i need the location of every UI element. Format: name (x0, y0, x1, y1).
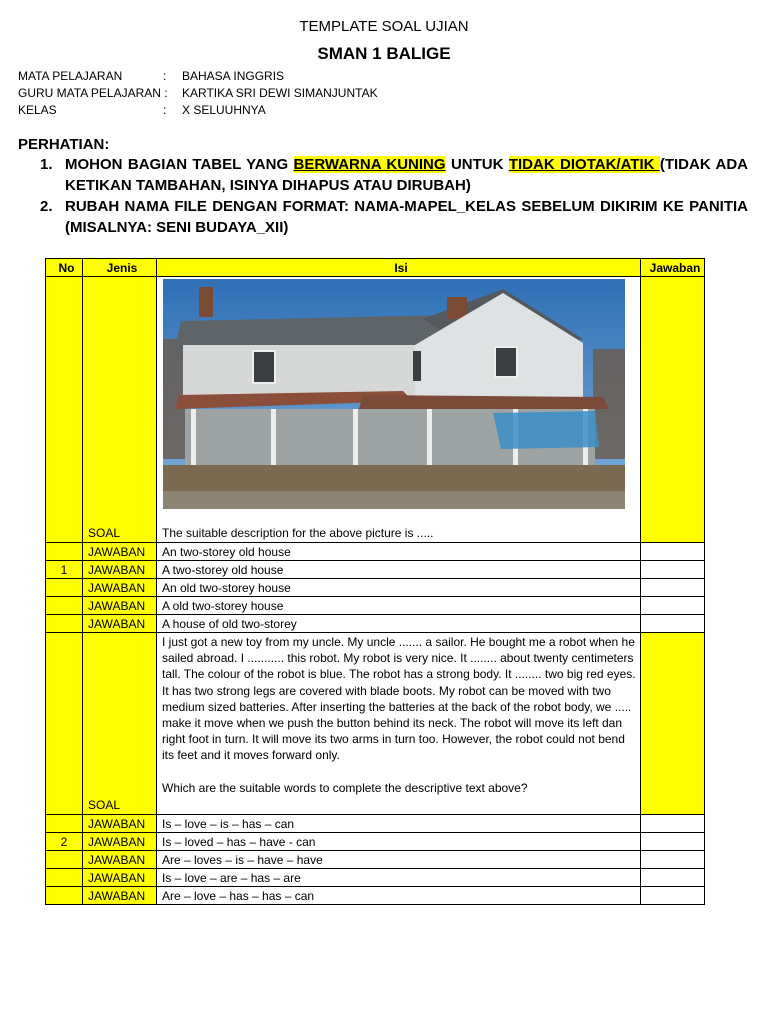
answer-cell[interactable] (641, 597, 705, 615)
soal-label: SOAL (83, 633, 157, 815)
answer-cell[interactable] (641, 579, 705, 597)
notice-text: (TIDAK ADA KETIKAN TAMBAHAN, ISINYA DIHAPUS ATAU DIRUBAH) (65, 156, 749, 194)
table-row (46, 597, 705, 615)
jawaban-label: JAWABAN (83, 561, 157, 579)
notice-number: 2. (40, 198, 53, 215)
option-text[interactable]: A house of old two-storey (157, 615, 641, 633)
jawaban-label: JAWABAN (83, 851, 157, 869)
jawaban-cell (641, 633, 705, 815)
table-row (46, 561, 705, 579)
no-cell (46, 579, 83, 597)
notice-number: 1. (40, 156, 53, 173)
no-cell (46, 615, 83, 633)
notice-text: MOHON BAGIAN TABEL YANG (65, 156, 294, 173)
meta-value: X SELUUHNYA (182, 103, 266, 117)
notice-text: RUBAH NAMA FILE DENGAN FORMAT: NAMA-MAPEL_KELAS SEBELUM DIKIRIM KE PANITIA (MISALNYA: SENI BUDAYA_XII) (65, 198, 748, 236)
header-no: No (46, 259, 83, 277)
table-row (46, 277, 705, 543)
answer-cell[interactable] (641, 887, 705, 905)
school-name: SMAN 1 BALIGE (317, 44, 451, 63)
table-row (46, 851, 705, 869)
no-cell (46, 543, 83, 561)
answer-cell[interactable] (641, 833, 705, 851)
jawaban-cell (641, 277, 705, 543)
no-cell (46, 815, 83, 833)
notice-item-1 (40, 154, 748, 196)
meta-value: KARTIKA SRI DEWI SIMANJUNTAK (182, 86, 378, 100)
highlight-no-edit: TIDAK DIOTAK/ATIK (508, 156, 660, 173)
table-row (46, 815, 705, 833)
jawaban-label: JAWABAN (83, 597, 157, 615)
option-text[interactable]: A two-storey old house (157, 561, 641, 579)
option-text[interactable]: A old two-storey house (157, 597, 641, 615)
table-header (46, 259, 705, 277)
meta-label: MATA PELAJARAN (18, 69, 123, 83)
question-text: Which are the suitable words to complete the descriptive text above? (162, 780, 528, 795)
template-title: TEMPLATE SOAL UJIAN (299, 18, 469, 35)
option-text[interactable]: An two-storey old house (157, 543, 641, 561)
jawaban-label: JAWABAN (83, 543, 157, 561)
no-cell (46, 597, 83, 615)
house-photo (163, 279, 625, 509)
table-row (46, 579, 705, 597)
question-number: 2 (46, 833, 83, 851)
answer-cell[interactable] (641, 869, 705, 887)
notice-list (40, 154, 748, 238)
jawaban-label: JAWABAN (83, 615, 157, 633)
option-text[interactable]: Is – loved – has – have - can (157, 833, 641, 851)
jawaban-label: JAWABAN (83, 869, 157, 887)
notice-heading: PERHATIAN: (18, 136, 110, 153)
question-text: The suitable description for the above picture is ..... (162, 526, 434, 540)
answer-cell[interactable] (641, 851, 705, 869)
table-row (46, 869, 705, 887)
question-cell (157, 633, 641, 815)
jawaban-label: JAWABAN (83, 887, 157, 905)
no-cell (46, 851, 83, 869)
jawaban-label: JAWABAN (83, 815, 157, 833)
option-text[interactable]: Are – love – has – has – can (157, 887, 641, 905)
table-row (46, 887, 705, 905)
option-text[interactable]: Is – love – are – has – are (157, 869, 641, 887)
passage-text: I just got a new toy from my uncle. My uncle ....... a sailor. He bought me a robot when he sailed abroad. I ........... this robot. My robot is very nice. It ........ about twenty centimeters tall. The colour of the robot is blue. The robot has a strong body. It ........ two big red eyes. It has two strong legs are covered with blade boots. My robot can be moved with two medium sized batteries. After inserting the batteries at the back of the robot body, we ..... make it move when we push the button behind its neck. The robot will move its left dan right foot in turn. It will move its two arms in turn too. However, the robot could not bend its feet and it moves forward only. (162, 635, 636, 763)
table-row (46, 615, 705, 633)
option-text[interactable]: An old two-storey house (157, 579, 641, 597)
no-cell (46, 869, 83, 887)
option-text[interactable]: Is – love – is – has – can (157, 815, 641, 833)
soal-label: SOAL (83, 277, 157, 543)
answer-cell[interactable] (641, 615, 705, 633)
header-jenis: Jenis (83, 259, 157, 277)
option-text[interactable]: Are – loves – is – have – have (157, 851, 641, 869)
notice-item-2 (40, 196, 748, 238)
jawaban-label: JAWABAN (83, 833, 157, 851)
meta-separator: : (163, 103, 167, 117)
question-cell (157, 277, 641, 543)
no-cell (46, 277, 83, 543)
meta-value: BAHASA INGGRIS (182, 69, 285, 83)
table-row (46, 833, 705, 851)
meta-label: KELAS (18, 103, 57, 117)
notice-text: UNTUK (445, 156, 509, 173)
answer-cell[interactable] (641, 561, 705, 579)
highlight-yellow: BERWARNA KUNING (293, 156, 446, 173)
table-row (46, 543, 705, 561)
no-cell (46, 887, 83, 905)
answer-cell[interactable] (641, 815, 705, 833)
meta-label: GURU MATA PELAJARAN : (18, 86, 168, 100)
header-jawaban: Jawaban (641, 259, 705, 277)
meta-separator: : (163, 69, 167, 83)
answer-cell[interactable] (641, 543, 705, 561)
exam-table (45, 258, 705, 905)
no-cell (46, 633, 83, 815)
header-isi: Isi (157, 259, 641, 277)
jawaban-label: JAWABAN (83, 579, 157, 597)
table-row (46, 633, 705, 815)
question-number: 1 (46, 561, 83, 579)
